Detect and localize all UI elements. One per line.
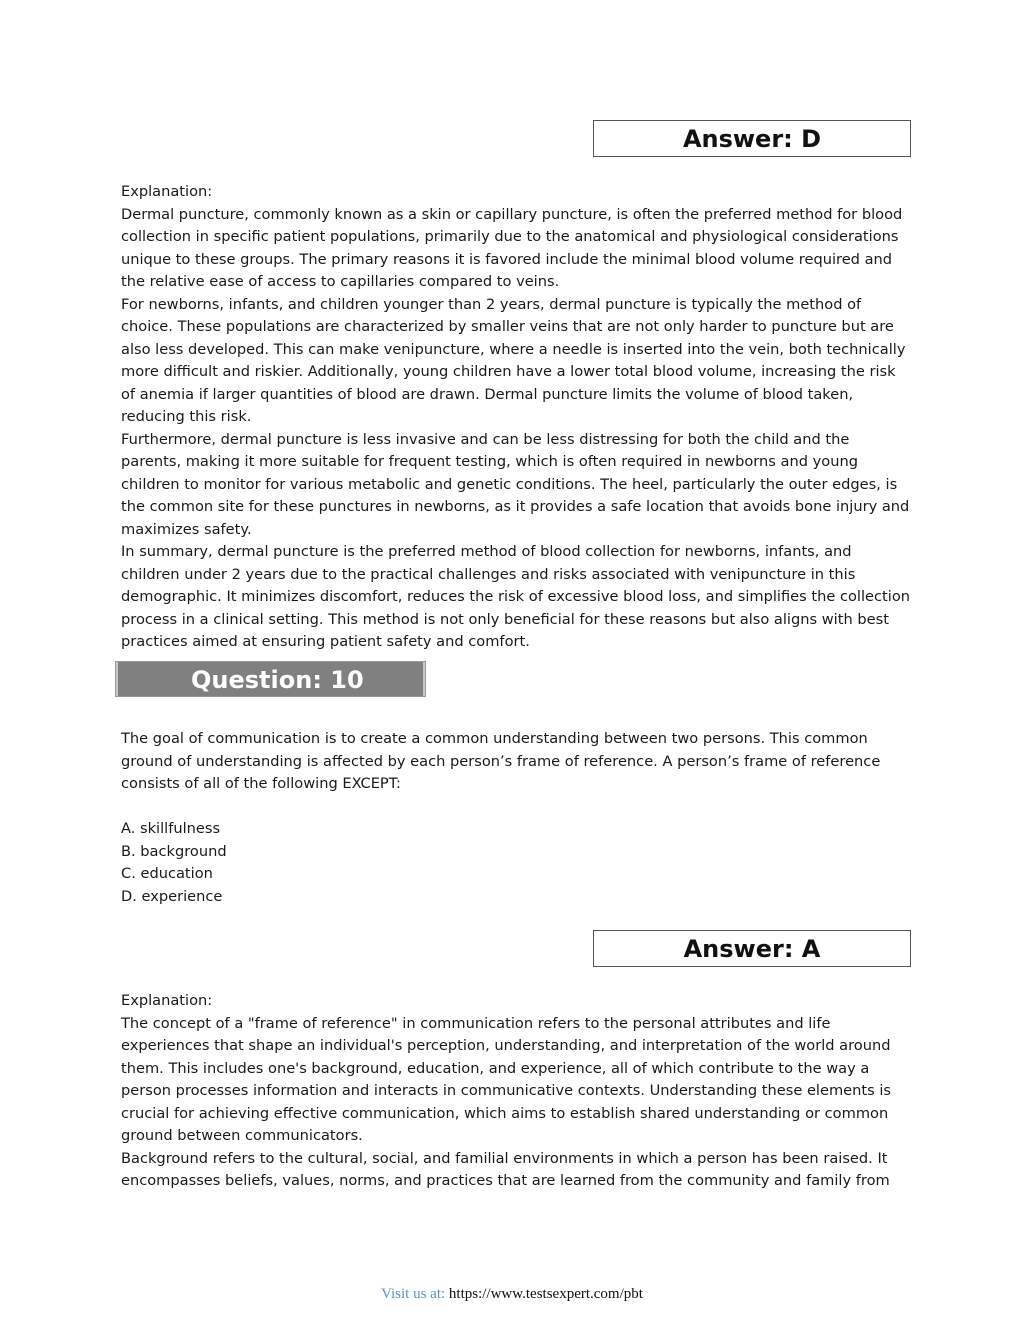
explanation-block bbox=[121, 990, 911, 1193]
question-body bbox=[121, 728, 911, 908]
page-footer bbox=[0, 1284, 1024, 1304]
answer-box-d bbox=[593, 120, 911, 157]
answer-label: Answer: A bbox=[683, 935, 821, 963]
explanation-paragraph: In summary, dermal puncture is the preferred method of blood collection for newborns, infants, and children under 2 years due to the practical challenges and risks associated with venipuncture in this demographic. It minimizes discomfort, reduces the risk of excessive blood loss, and simplifies the collection process in a clinical setting. This method is not only beneficial for these reasons but also aligns with best practices aimed at ensuring patient safety and comfort. bbox=[121, 543, 910, 650]
footer-visit-label: Visit us at: bbox=[381, 1286, 446, 1302]
answer-option-d: D. experience bbox=[121, 887, 223, 905]
explanation-block bbox=[121, 181, 911, 654]
answer-label: Answer: D bbox=[682, 125, 822, 153]
explanation-paragraph: Furthermore, dermal puncture is less invasive and can be less distressing for both the child and the parents, making it more suitable for frequent testing, which is often required in newborns and young children to monitor for various metabolic and genetic conditions. The heel, particularly the outer edges, is the common site for these punctures in newborns, as it provides a safe location that avoids bone injury and maximizes safety. bbox=[121, 430, 910, 538]
answer-option-c: C. education bbox=[121, 865, 213, 882]
explanation-paragraph: Dermal puncture, commonly known as a skin or capillary puncture, is often the preferred method for blood collection in specific patient populations, primarily due to the anatomical and physiological considerations unique to these groups. The primary reasons it is favored include the minimal blood volume required and the relative ease of access to capillaries compared to veins. bbox=[121, 205, 903, 290]
spacer bbox=[121, 796, 911, 819]
answer-box-a bbox=[593, 930, 911, 967]
answer-option-a: A. skillfulness bbox=[121, 820, 221, 837]
explanation-paragraph: Background refers to the cultural, social, and familial environments in which a person has been raised. It encompasses beliefs, values, norms, and practices that are learned from the community and family from bbox=[121, 1149, 890, 1189]
question-number: Question: 10 bbox=[191, 666, 364, 694]
explanation-heading: Explanation: bbox=[121, 183, 213, 200]
question-banner bbox=[115, 661, 426, 697]
explanation-paragraph: The concept of a "frame of reference" in communication refers to the personal attributes and life experiences that shape an individual's perception, understanding, and interpretation of the world around them. This includes one's background, education, and experience, all of which contribute to the way a person processes information and interacts in communicative contexts. Understanding these elements is crucial for achieving effective communication, which aims to establish shared understanding or common ground between communicators. bbox=[121, 1014, 892, 1144]
footer-url-link[interactable]: https://www.testsexpert.com/pbt bbox=[448, 1286, 643, 1302]
explanation-heading: Explanation: bbox=[121, 992, 213, 1009]
explanation-paragraph: For newborns, infants, and children younger than 2 years, dermal puncture is typically the method of choice. These populations are characterized by smaller veins that are not only harder to puncture but are also less developed. This can make venipuncture, where a needle is inserted into the vein, both technically more difficult and riskier. Additionally, young children have a lower total blood volume, increasing the risk of anemia if larger quantities of blood are drawn. Dermal puncture limits the volume of blood taken, reducing this risk. bbox=[121, 295, 906, 425]
question-stem: The goal of communication is to create a common understanding between two persons. This common ground of understanding is affected by each person’s frame of reference. A person’s frame of reference consists of all of the following EXCEPT: bbox=[121, 730, 881, 792]
answer-option-b: B. background bbox=[121, 842, 227, 860]
